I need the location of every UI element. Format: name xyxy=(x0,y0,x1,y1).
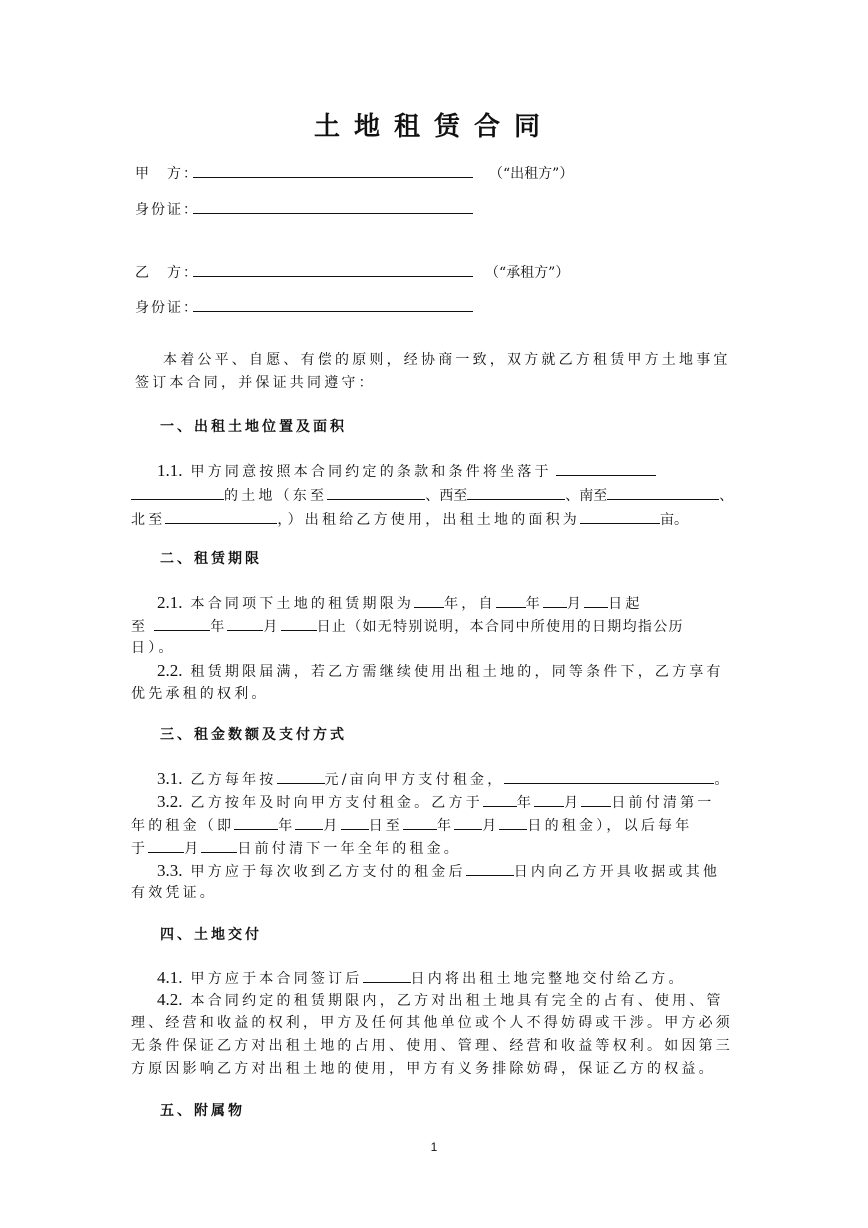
s2-p2-text-1: 租赁期限届满，若乙方需继续使用出租土地的，同等条件下，乙方享有 xyxy=(190,664,724,680)
party-a-blank xyxy=(193,162,473,178)
rent-per-mu-blank xyxy=(277,768,325,784)
s3-p2-l2-year-2: 年 xyxy=(437,818,455,834)
page-number: 1 xyxy=(430,1140,438,1154)
s3-p2-line-3 xyxy=(131,837,461,859)
s3-p2-l2-month-2: 月 xyxy=(482,818,500,834)
s4-p2-line-1 xyxy=(157,990,724,1011)
receipt-days-blank xyxy=(466,860,514,876)
party-a-row xyxy=(135,162,573,184)
s4-clause-1-number: 4.1. xyxy=(157,968,183,987)
preamble-line-2: 签订本合同，并保证共同遵守： xyxy=(135,375,376,391)
s1-line-3 xyxy=(131,508,688,530)
s2-p1-line-1 xyxy=(157,592,643,614)
s2-p2-line-1 xyxy=(157,661,724,682)
s2-year-label: 年 xyxy=(210,619,228,635)
party-b-role: （“承租方”） xyxy=(485,265,570,281)
party-b-row xyxy=(135,261,569,283)
first-pay-year-blank xyxy=(483,791,517,807)
s3-p1-line-1 xyxy=(157,768,728,790)
party-a-id-blank xyxy=(193,198,473,214)
preamble-line-1: 本着公平、自愿、有偿的原则，经协商一致，双方就乙方租赁甲方土地事宜 xyxy=(163,352,731,368)
section-2-heading: 二、租赁期限 xyxy=(160,551,262,567)
start-year-blank xyxy=(496,592,526,608)
start-day-blank xyxy=(584,592,608,608)
s3-p2-text-d: 日前付清第一 xyxy=(611,795,715,811)
s4-p2-line-3: 无条件保证乙方对出租土地的占用、使用、管理、经营和收益等权利。如因第三 xyxy=(131,1038,733,1054)
rent-total-blank xyxy=(504,768,714,784)
end-day-blank xyxy=(281,615,317,631)
party-b-id-label: 身份证： xyxy=(135,300,199,316)
party-a-label: 甲 方： xyxy=(135,166,199,182)
s3-p2-l2-year: 年 xyxy=(278,818,296,834)
s1-west-label: 、西至 xyxy=(425,488,468,504)
annual-pay-month-blank xyxy=(148,837,184,853)
party-a-id-row xyxy=(135,198,473,220)
s3-clause-3-number: 3.3. xyxy=(157,861,183,880)
party-a-role: （“出租方”） xyxy=(489,166,574,182)
s2-p1-line-2 xyxy=(131,615,684,637)
section-1-heading: 一、出租土地位置及面积 xyxy=(160,419,347,435)
s4-p1-line-1 xyxy=(157,967,686,989)
s2-p1-text-d: 月 xyxy=(566,596,585,612)
s3-p2-year: 年 xyxy=(516,795,535,811)
period-end-month-blank xyxy=(454,814,482,830)
end-month-blank xyxy=(227,615,263,631)
s3-p2-l2-to: 日至 xyxy=(368,818,404,834)
s3-p2-l3-on: 于 xyxy=(131,841,149,857)
s3-p2-l2-tail: 日的租金），以后每年 xyxy=(527,818,693,834)
first-pay-day-blank xyxy=(581,791,611,807)
s2-month-label: 月 xyxy=(263,619,281,635)
s4-p2-line-4: 方原因影响乙方对出租土地的使用，甲方有义务排除妨碍，保证乙方的权益。 xyxy=(131,1061,716,1077)
s3-p2-line-1 xyxy=(157,791,715,813)
s3-p2-text-a: 乙方按年及时向甲方支付租金。乙方于 xyxy=(190,795,483,811)
north-blank xyxy=(165,508,277,524)
s3-p2-l3-tail: 日前付清下一年全年的租金。 xyxy=(237,841,462,857)
s1-location-blank xyxy=(556,460,656,476)
delivery-days-blank xyxy=(363,967,411,983)
s4-p1-text-b: 日内将出租土地完整地交付给乙方。 xyxy=(410,971,686,987)
period-end-year-blank xyxy=(403,814,437,830)
party-b-id-row xyxy=(135,296,473,318)
party-b-label: 乙 方： xyxy=(135,265,199,281)
s2-p1-text-e: 日起 xyxy=(608,596,643,612)
s1-south-label: 、南至 xyxy=(565,488,608,504)
s3-p2-line-2 xyxy=(131,814,692,836)
term-years-blank xyxy=(414,592,444,608)
s4-p2-text-1: 本合同约定的租赁期限内，乙方对出租土地具有完全的占有、使用、管 xyxy=(190,993,724,1009)
party-b-blank xyxy=(193,261,473,277)
s3-p1-period: 。 xyxy=(714,772,729,788)
first-pay-month-blank xyxy=(534,791,564,807)
s3-p2-l3-month: 月 xyxy=(184,841,202,857)
annual-pay-day-blank xyxy=(201,837,237,853)
s1-line-2 xyxy=(131,484,733,506)
s3-p3-text-a: 甲方应于每次收到乙方支付的租金后 xyxy=(190,864,466,880)
s4-p1-text-a: 甲方应于本合同签订后 xyxy=(190,971,363,987)
west-blank xyxy=(467,484,565,500)
period-end-day-blank xyxy=(499,814,527,830)
s4-clause-2-number: 4.2. xyxy=(157,990,183,1009)
s1-location-blank-2 xyxy=(131,484,224,500)
s3-p2-l2-month: 月 xyxy=(323,818,341,834)
s2-p1-text-c: 年 xyxy=(525,596,543,612)
s2-p1-text-tail: 日止（如无特别说明，本合同中所使用的日期均指公历 xyxy=(316,619,684,635)
s1-text-1: 甲方同意按照本合同约定的条款和条件将坐落于 xyxy=(190,464,552,480)
section-4-heading: 四、土地交付 xyxy=(160,927,262,943)
s1-text-3: ，）出租给乙方使用，出租土地的面积为 xyxy=(277,512,581,528)
s4-p2-line-2: 理、经营和收益的权利，甲方及任何其他单位或个人不得妨碍或干涉。甲方必须 xyxy=(131,1015,733,1031)
s2-p2-line-2: 优先承租的权利。 xyxy=(131,686,269,702)
s2-to-label: 至 xyxy=(131,619,149,635)
s1-clause-number: 1.1. xyxy=(157,461,183,480)
s3-p2-month: 月 xyxy=(564,795,582,811)
s3-p3-line-2: 有效凭证。 xyxy=(131,885,217,901)
s1-unit: 亩。 xyxy=(660,512,689,528)
s3-clause-2-number: 3.2. xyxy=(157,792,183,811)
s2-p1-text-a: 本合同项下土地的租赁期限为 xyxy=(190,596,415,612)
party-a-id-label: 身份证： xyxy=(135,202,199,218)
s3-p1-text-b: 元/亩向甲方支付租金， xyxy=(324,772,505,788)
s3-p3-text-b: 日内向乙方开具收据或其他 xyxy=(513,864,721,880)
s2-p1-text-b: 年，自 xyxy=(444,596,496,612)
s3-clause-1-number: 3.1. xyxy=(157,769,183,788)
area-blank xyxy=(580,508,660,524)
s3-p2-text-l2a: 年的租金（即 xyxy=(131,818,235,834)
document-title: 土地租赁合同 xyxy=(313,112,554,142)
s1-line-1 xyxy=(157,460,656,482)
s1-north-label: 北至 xyxy=(131,512,166,528)
section-5-heading: 五、附属物 xyxy=(160,1103,245,1119)
s2-clause-2-number: 2.2. xyxy=(157,661,183,680)
s2-clause-1-number: 2.1. xyxy=(157,593,183,612)
period-start-day-blank xyxy=(341,814,369,830)
s3-p3-line-1 xyxy=(157,860,720,882)
s2-p1-line-3: 日）。 xyxy=(131,640,176,656)
period-start-year-blank xyxy=(234,814,278,830)
s3-p1-text-a: 乙方每年按 xyxy=(190,772,277,788)
start-month-blank xyxy=(543,592,567,608)
s1-comma: 、 xyxy=(719,488,734,504)
party-b-id-blank xyxy=(193,296,473,312)
period-start-month-blank xyxy=(295,814,323,830)
end-year-blank xyxy=(154,615,210,631)
south-blank xyxy=(607,484,719,500)
s1-text-2: 的土地（东至 xyxy=(224,488,328,504)
east-blank xyxy=(327,484,425,500)
section-3-heading: 三、租金数额及支付方式 xyxy=(160,727,347,743)
